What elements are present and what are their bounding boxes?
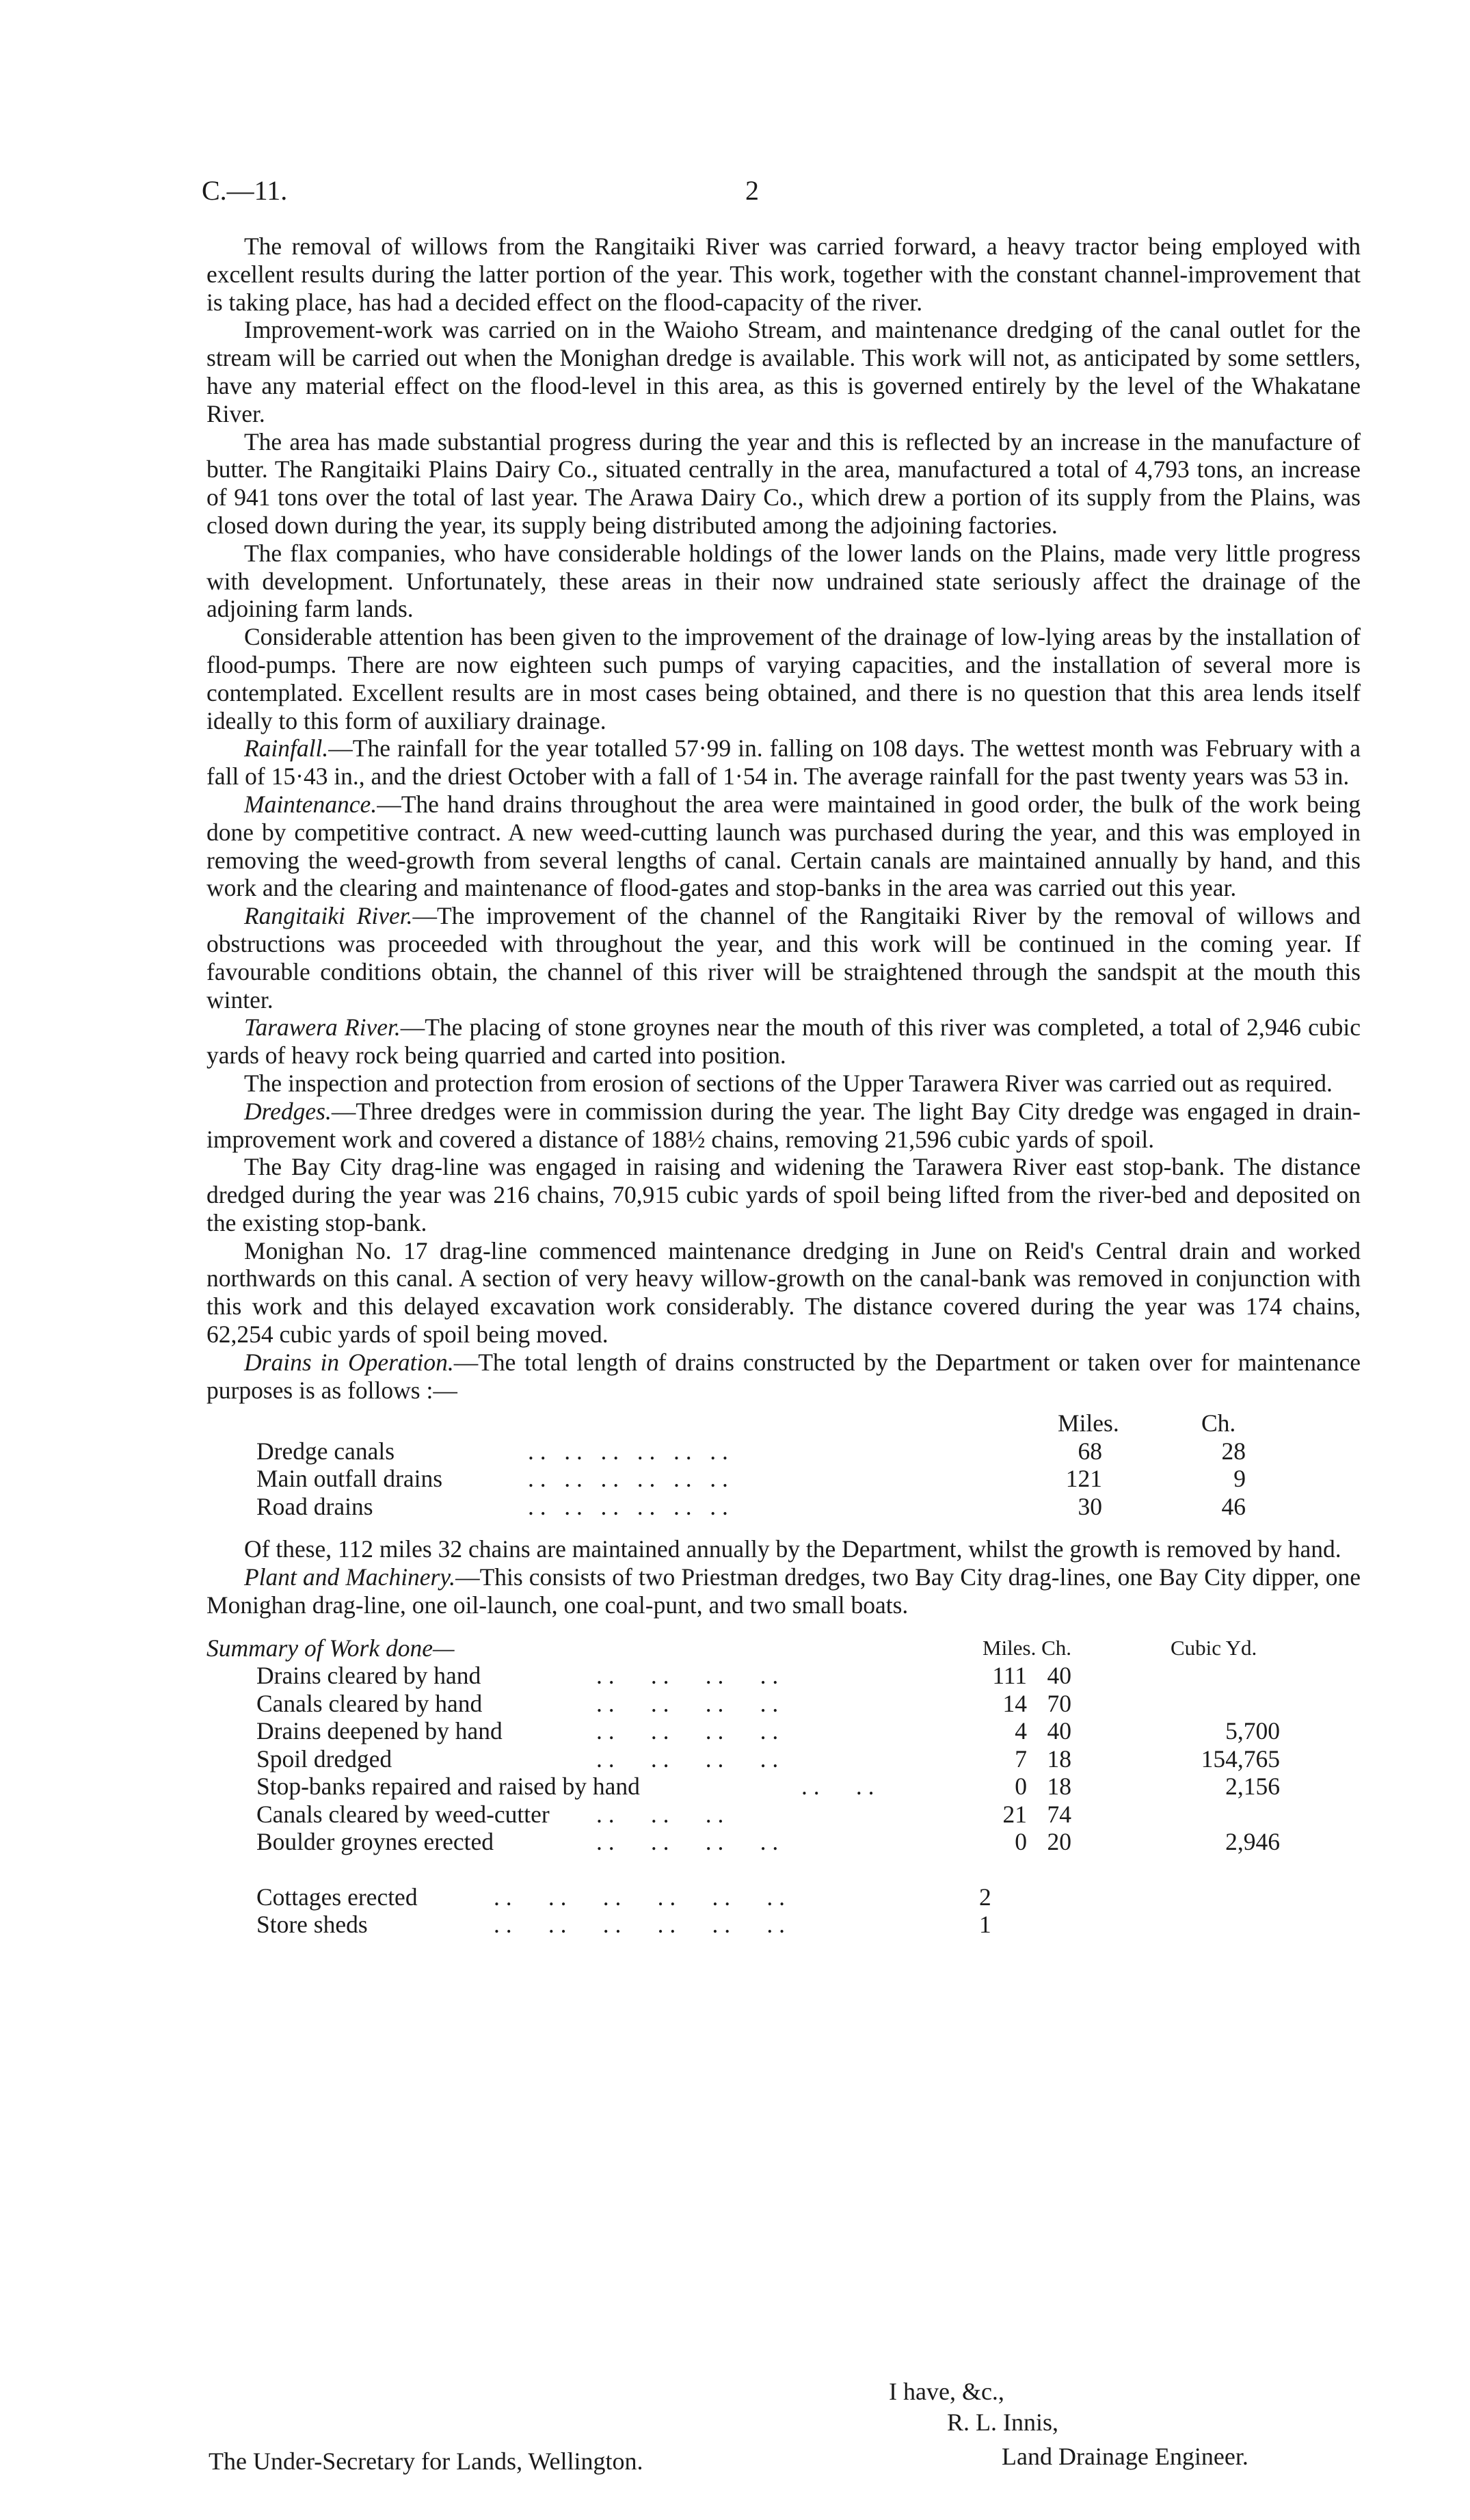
table-row (206, 1911, 1361, 1939)
paragraph (206, 1237, 1361, 1349)
table-row (206, 1437, 1361, 1465)
paragraph-heading: Rangitaiki River. (244, 902, 413, 930)
chains-value: 9 (1233, 1465, 1246, 1493)
leader-dots: . . . . . . . . . . . . (494, 1911, 785, 1939)
after-table-paragraphs (206, 1535, 1361, 1619)
table-row (206, 1745, 1361, 1773)
paragraph-text: Considerable attention has been given to the improvement of the drainage of low-lying areas by the installation of flood-pumps. There are now eighteen such pumps of varying capacities, and the installation of several more is contemplated. Excellent results are in most cases being obtained, and there is no question that this area lends itself ideally to this form of auxiliary drainage. (206, 623, 1361, 734)
leader-dots: . . . . . . . . (596, 1689, 779, 1717)
paragraph (206, 428, 1361, 540)
summary-header (206, 1634, 1361, 1662)
row-label: Main outfall drains (256, 1465, 443, 1493)
miles-value: 21 (1002, 1800, 1027, 1828)
cubic-yards-value: 2,946 (1225, 1828, 1280, 1856)
table-row (206, 1690, 1361, 1718)
paragraph-heading: Tarawera River. (244, 1013, 401, 1042)
paragraph-text: —The rainfall for the year totalled 57·99 in. falling on 108 days. The wettest month was February with a fall of 15·43 in., and the driest October with a fall of 1·54 in. The average rainfall for the past twenty years was 53 in. (206, 734, 1361, 791)
chains-value: 74 (1047, 1800, 1071, 1828)
chains-value: 46 (1221, 1492, 1246, 1520)
addressee: The Under-Secretary for Lands, Wellington. (209, 2448, 643, 2475)
paragraph-heading: Dredges. (244, 1097, 332, 1125)
chains-value: 28 (1221, 1437, 1246, 1465)
table-row (206, 1801, 1361, 1829)
paragraph-text: —The total length of drains constructed by the Department or taken over for maintenance purposes is as follows :— (206, 1348, 1361, 1404)
cubic-yards-value: 2,156 (1225, 1773, 1280, 1801)
chains-value: 18 (1047, 1745, 1071, 1773)
table-row (206, 1717, 1361, 1745)
paragraph-text: —The hand drains throughout the area were maintained in good order, the bulk of the work being done by competitive contract. A new weed-cutting launch was purchased during the year, and this was employed in removing the weed-growth from several lengths of canal. Certain canals are maintained annually by hand, and this work and the clearing and maintenance of flood-gates and stop-banks in the area was carried out this year. (206, 790, 1361, 902)
signature-closing: I have, &c., (889, 2378, 1004, 2405)
chains-value: 18 (1047, 1773, 1071, 1801)
paragraph-text: Improvement-work was carried on in the Waioho Stream, and maintenance dredging of the canal outlet for the stream will be carried out when the Monighan dredge is available. This work will not, as anticipated by some settlers, have any material effect on the flood-level in this area, as this is governed entirely by the level of the Whakatane River. (206, 316, 1361, 427)
row-label: Dredge canals (256, 1437, 395, 1465)
row-label: Cottages erected (256, 1883, 418, 1911)
table-row (206, 1465, 1361, 1493)
table-row (206, 1773, 1361, 1801)
miles-value: 121 (1065, 1465, 1102, 1493)
table-row (206, 1493, 1361, 1521)
leader-dots: . . . . . . . . . . . . (528, 1492, 728, 1520)
miles-value: 30 (1078, 1492, 1102, 1520)
cubic-yards-header: Cubic Yd. (1171, 1635, 1257, 1660)
drains-table-header (206, 1409, 1361, 1437)
drains-table-body (206, 1437, 1361, 1521)
summary-body (206, 1662, 1361, 1856)
summary-title: Summary of Work done— (206, 1634, 455, 1662)
paragraph-heading: Drains in Operation. (244, 1348, 454, 1376)
row-label: Canals cleared by weed-cutter (256, 1800, 550, 1828)
paragraph (206, 1070, 1361, 1098)
leader-dots: . . . . . . (596, 1800, 724, 1828)
leader-dots: . . . . . . . . (596, 1828, 779, 1856)
paragraph-text: —The placing of stone groynes near the mouth of this river was completed, a total of 2,946 cubic yards of heavy rock being quarried and carted into position. (206, 1013, 1361, 1070)
miles-value: 4 (1015, 1717, 1027, 1745)
paragraph (206, 1153, 1361, 1236)
miles-value: 0 (1015, 1828, 1027, 1856)
page-header (202, 174, 1364, 215)
leader-dots: . . . . . . . . . . . . (494, 1883, 785, 1911)
paragraph (206, 1535, 1361, 1563)
drains-table (206, 1409, 1361, 1520)
row-label: Store sheds (256, 1911, 368, 1939)
row-label: Canals cleared by hand (256, 1689, 483, 1717)
table-row (206, 1883, 1361, 1911)
paragraph-text: The area has made substantial progress during the year and this is reflected by an increase in the manufacture of butter. The Rangitaiki Plains Dairy Co., situated centrally in the area, manufactured a total of 4,793 tons, an increase of 941 tons over the total of last year. The Arawa Dairy Co., which drew a portion of its supply from the Plains, was closed down during the year, its supply being distributed among the adjoining factories. (206, 427, 1361, 539)
miles-value: 14 (1002, 1689, 1027, 1717)
chains-value: 40 (1047, 1717, 1071, 1745)
paragraph (206, 791, 1361, 902)
paragraph-list (206, 233, 1361, 1404)
paragraph-text: —The improvement of the channel of the Rangitaiki River by the removal of willows and obstructions was proceeded with throughout the year, and this work will be continued in the coming year. If favourable conditions obtain, the channel of this river will be straightened through the sandspit at the mouth this winter. (206, 902, 1361, 1013)
paragraph-text: The inspection and protection from erosion of sections of the Upper Tarawera River was carried out as required. (244, 1069, 1333, 1097)
paragraph-text: The flax companies, who have considerable holdings of the lower lands on the Plains, made very little progress with development. Unfortunately, these areas in their now undrained state seriously affect the drainage of the adjoining farm lands. (206, 539, 1361, 623)
paragraph (206, 1098, 1361, 1154)
row-label: Spoil dredged (256, 1745, 392, 1773)
miles-chains-header: Miles. Ch. (983, 1635, 1072, 1660)
paragraph-text: The Bay City drag-line was engaged in raising and widening the Tarawera River east stop-bank. The distance dredged during the year was 216 chains, 70,915 cubic yards of spoil being lifted from the river-bed and deposited on the existing stop-bank. (206, 1153, 1361, 1236)
paragraph-heading: Plant and Machinery. (244, 1563, 456, 1591)
summary-table (206, 1634, 1361, 1939)
row-label: Drains deepened by hand (256, 1717, 503, 1745)
miles-value: 68 (1078, 1437, 1102, 1465)
leader-dots: . . . . . . . . (596, 1662, 779, 1690)
document-reference: C.—11. (202, 175, 288, 206)
chains-value: 40 (1047, 1662, 1071, 1690)
cubic-yards-value: 5,700 (1225, 1717, 1280, 1745)
leader-dots: . . . . . . . . (596, 1745, 779, 1773)
paragraph-text: Of these, 112 miles 32 chains are maintained annually by the Department, whilst the growth is removed by hand. (244, 1535, 1341, 1563)
paragraph-text: —Three dredges were in commission during the year. The light Bay City dredge was engaged in drain-improvement work and covered a distance of 188½ chains, removing 21,596 cubic yards of spoil. (206, 1097, 1361, 1153)
paragraph-text: Monighan No. 17 drag-line commenced maintenance dredging in June on Reid's Central drain and worked northwards on this canal. A section of very heavy willow-growth on the canal-bank was removed in conjunction with this work and this delayed excavation work considerably. The distance covered during the year was 174 chains, 62,254 cubic yards of spoil being moved. (206, 1236, 1361, 1349)
paragraph (206, 316, 1361, 427)
table-row (206, 1662, 1361, 1690)
miles-value: 111 (992, 1662, 1027, 1690)
row-label: Road drains (256, 1492, 373, 1520)
summary-extra (206, 1883, 1361, 1939)
signature-name: R. L. Innis, (947, 2409, 1059, 2436)
chains-value: 70 (1047, 1689, 1071, 1717)
leader-dots: . . . . . . . . (596, 1717, 779, 1745)
paragraph-heading: Maintenance. (244, 790, 377, 818)
miles-value: 0 (1015, 1773, 1027, 1801)
leader-dots: . . . . . . . . . . . . (528, 1465, 728, 1493)
chains-value: 20 (1047, 1828, 1071, 1856)
cubic-yards-value: 154,765 (1201, 1745, 1280, 1773)
row-label: Drains cleared by hand (256, 1662, 481, 1690)
signature-title: Land Drainage Engineer. (1002, 2443, 1248, 2470)
paragraph (206, 1013, 1361, 1070)
paragraph (206, 734, 1361, 791)
paragraph-text: The removal of willows from the Rangitaiki River was carried forward, a heavy tractor being employed with excellent results during the latter portion of the year. This work, together with the constant channel-improvement that is taking place, has had a decided effect on the flood-capacity of the river. (206, 233, 1361, 316)
body-text (206, 233, 1361, 1939)
leader-dots: . . . . (801, 1773, 874, 1801)
miles-column-header: Miles. (1058, 1409, 1119, 1437)
paragraph (206, 540, 1361, 623)
miles-value: 7 (1015, 1745, 1027, 1773)
row-label: Boulder groynes erected (256, 1828, 494, 1856)
leader-dots: . . . . . . . . . . . . (528, 1437, 728, 1465)
count-value: 2 (979, 1883, 991, 1911)
row-label: Stop-banks repaired and raised by hand (256, 1773, 640, 1801)
paragraph (206, 902, 1361, 1013)
paragraph-text: —This consists of two Priestman dredges, two Bay City drag-lines, one Bay City dipper, one Monighan drag-line, one oil-launch, one coal-punt, and two small boats. (206, 1563, 1361, 1619)
count-value: 1 (979, 1911, 991, 1939)
paragraph (206, 623, 1361, 734)
chains-column-header: Ch. (1201, 1409, 1236, 1437)
table-row (206, 1828, 1361, 1856)
paragraph (206, 1563, 1361, 1619)
page-number: 2 (745, 175, 759, 206)
paragraph-heading: Rainfall. (244, 734, 329, 762)
paragraph (206, 1349, 1361, 1405)
paragraph (206, 233, 1361, 316)
